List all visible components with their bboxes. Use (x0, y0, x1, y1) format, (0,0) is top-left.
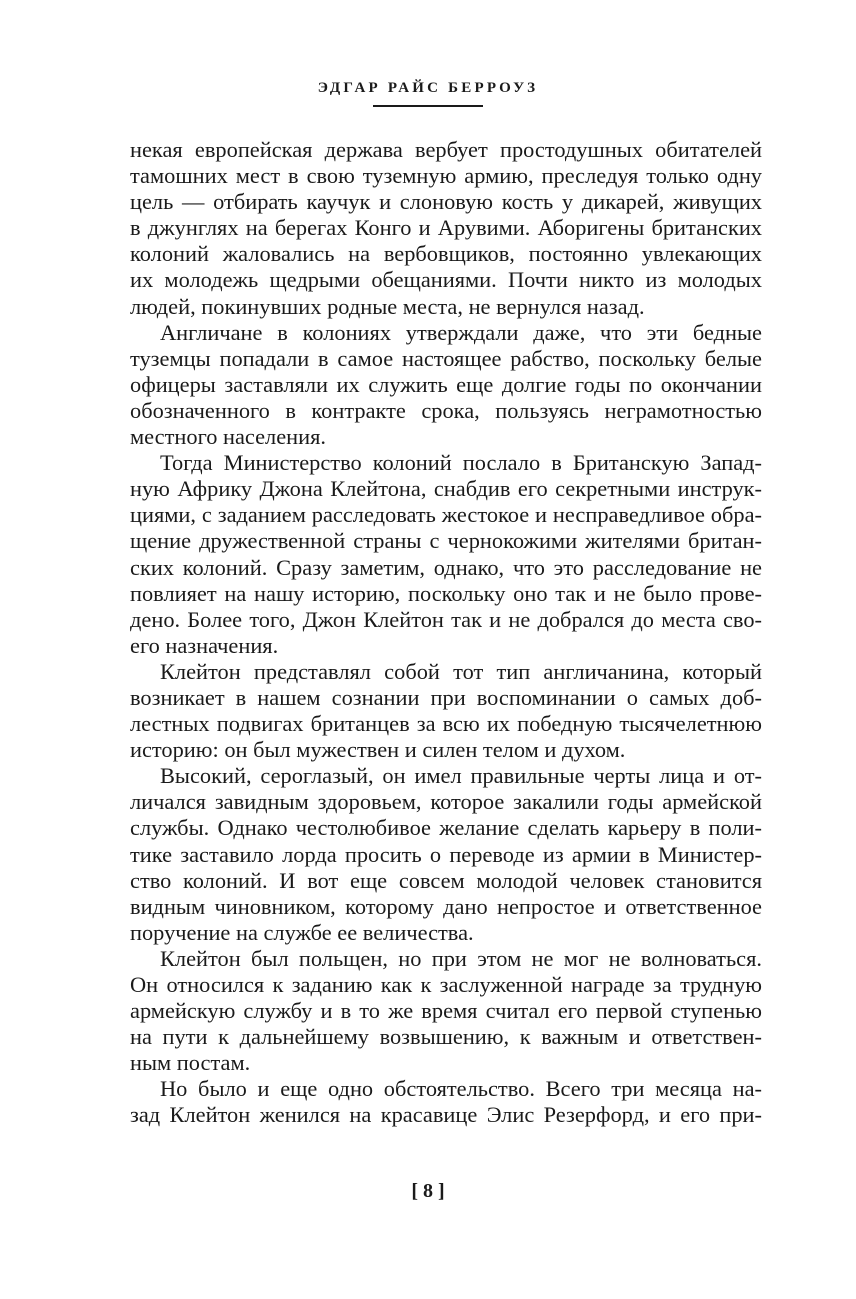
paragraph (130, 763, 762, 946)
text-line: Англичане в колониях утверждали даже, что эти бедные (160, 319, 762, 345)
text-line: колоний жаловались на вербовщиков, постоянно увлекающих (130, 241, 762, 267)
text-line: Тогда Министерство колоний послало в Британскую Запад- (160, 450, 762, 476)
text-line: историю: он был мужествен и силен телом и духом. (130, 737, 626, 763)
text-line: службы. Однако честолюбивое желание сделать карьеру в поли- (130, 815, 762, 841)
paragraph (130, 1076, 762, 1128)
text-line: лестных подвигах британцев за всю их победную тысячелетнюю (130, 711, 762, 737)
paragraph (130, 137, 762, 320)
page-number: [ 8 ] (411, 1180, 445, 1202)
text-line: ство колоний. И вот еще совсем молодой человек становится (130, 867, 762, 893)
text-line: циями, с заданием расследовать жестокое и несправедливое обра- (130, 502, 762, 528)
header-rule (373, 105, 483, 107)
text-line: его назначения. (130, 632, 279, 658)
text-line: Но было и еще одно обстоятельство. Всего три месяца на- (160, 1076, 762, 1102)
text-line: на пути к дальнейшему возвышению, к важным и ответствен- (130, 1024, 762, 1050)
text-line: людей, покинувших родные места, не вернулся назад. (130, 293, 645, 319)
text-line: их молодежь щедрыми обещаниями. Почти никто из молодых (130, 267, 762, 293)
text-line: офицеры заставляли их служить еще долгие годы по окончании (130, 371, 762, 397)
text-line: ских колоний. Сразу заметим, однако, что это расследование не (130, 554, 762, 580)
text-line: тамошних мест в свою туземную армию, преследуя только одну (130, 163, 762, 189)
paragraph (130, 320, 762, 450)
running-header (0, 80, 856, 107)
body-text (130, 137, 762, 1129)
text-line: некая европейская держава вербует простодушных обитателей (130, 137, 762, 162)
paragraph (130, 659, 762, 763)
text-line: личался завидным здоровьем, которое закалили годы армейской (130, 789, 762, 815)
text-line: зад Клейтон женился на красавице Элис Резерфорд, и его при- (130, 1102, 762, 1128)
paragraph (130, 946, 762, 1076)
text-line: повлияет на нашу историю, поскольку оно так и не было прове- (130, 580, 762, 606)
text-line: местного населения. (130, 424, 327, 450)
text-line: ным постам. (130, 1050, 251, 1076)
paragraph (130, 450, 762, 659)
text-line: видным чиновником, которому дано непростое и ответственное (130, 893, 762, 919)
text-line: Он относился к заданию как к заслуженной награде за трудную (130, 972, 762, 997)
text-line: дено. Более того, Джон Клейтон так и не добрался до места сво- (130, 606, 762, 632)
running-title: ЭДГАР РАЙС БЕРРОУЗ (317, 80, 539, 96)
text-line: Высокий, сероглазый, он имел правильные черты лица и от- (160, 763, 762, 789)
text-line: возникает в нашем сознании при воспоминании о самых доб- (130, 684, 762, 710)
text-line: ную Африку Джона Клейтона, снабдив его секретными инструк- (130, 476, 762, 502)
text-line: армейскую службу и в то же время считал его первой ступенью (130, 998, 762, 1024)
text-line: Клейтон был польщен, но при этом не мог не волноваться. (160, 945, 762, 971)
text-line: обозначенного в контракте срока, пользуясь неграмотностью (130, 397, 762, 423)
text-line: щение дружественной страны с чернокожими жителями британ- (130, 528, 762, 554)
text-line: туземцы попадали в самое настоящее рабство, поскольку белые (130, 345, 762, 371)
text-line: цель — отбирать каучук и слоновую кость у дикарей, живущих (130, 189, 762, 215)
text-line: в джунглях на берегах Конго и Арувими. Аборигены британских (130, 215, 762, 241)
text-line: Клейтон представлял собой тот тип англичанина, который (160, 658, 762, 684)
text-line: поручение на службе ее величества. (130, 919, 474, 945)
text-line: тике заставило лорда просить о переводе из армии в Министер- (130, 841, 762, 867)
